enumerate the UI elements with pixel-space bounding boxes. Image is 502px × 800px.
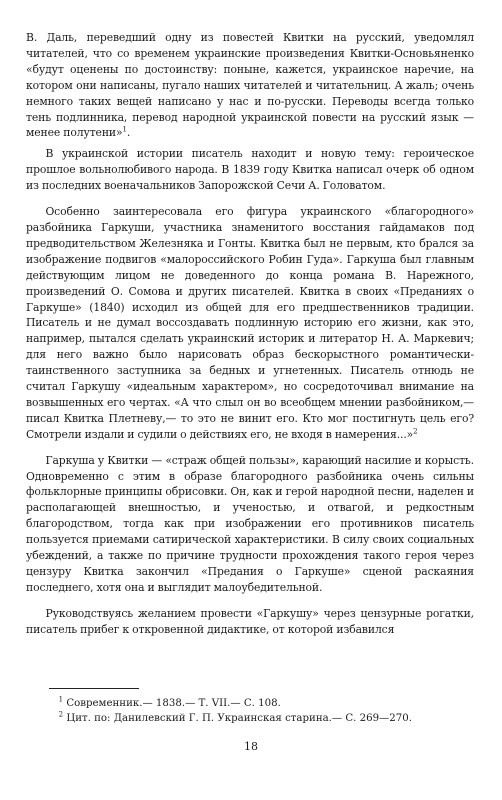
paragraph-3-text: Особенно заинтересовала его фигура украинского «благородного» разбойника Гаркуши, участника знаменитого восстания гайдамаков под предводительством Железняка и Гонты. Квитка был не первым, кто брался за изображение подвигов «малороссийского Робин Гуда». Гаркуша был главным действующим лицом не доведенного до конца романа В. Нарежного, произведений О. Сомова и других писателей. Квитка в своих «Преданиях о Гаркуше» (1840) исходил из общей для его предшественников традиции. Писатель и не думал воссоздавать подлинную историю его жизни, как это, например, пытался сделать украинский историк и литератор Н. А. Маркевич; для него важно было нарисовать образ бескорыстного романтически-таинственного заступника за бедных и угнетенных. Писатель отнюдь не считал Гаркушу «идеальным характером», но сосредоточивал внимание на возвышенных его чертах. «А что слыл он во всеобщем мнении разбойником,— писал Квитка Плетневу,— то это не винит его. Кто мог постигнуть цель его? Смотрели издали и судили о действиях его, не входя в намерения...»	[26, 205, 474, 441]
footnote-divider	[49, 688, 139, 689]
footnote-2-text: Цит. по: Данилевский Г. П. Украинская старина.— С. 269—270.	[66, 712, 412, 724]
paragraph-5	[26, 606, 474, 638]
paragraph-4-text: Гаркуша у Квитки — «страж общей пользы», карающий насилие и корысть. Одновременно с этим в образе благородного разбойника очень сильны фольклорные принципы обрисовки. Он, как и герой народной песни, наделен и располагающей внешностью, и ученостью, и отвагой, и редкостным благородством, тогда как при изображении его противников писатель пользуется приемами сатирической характеристики. В силу своих социальных убеждений, а также по причине трудности прохождения такого героя через цензуру Квитка закончил «Предания о Гаркуше» сценой раскаяния последнего, хотя она и выглядит малоубедительной.	[26, 453, 474, 594]
footnote-ref-1: 1	[122, 125, 127, 134]
paragraph-5-text: Руководствуясь желанием провести «Гаркушу» через цензурные рогатки, писатель прибег к откровенной дидактике, от которой избавился	[26, 606, 474, 636]
footnote-1-text: Современник.— 1838.— Т. VII.— С. 108.	[66, 698, 281, 709]
paragraph-1-text: В. Даль, переведший одну из повестей Квитки на русский, уведомлял читателей, что со временем украинские произведения Квитки-Основьяненко «будут оценены по достоинству: поныне, кажется, украинское наречие, на котором они написаны, пугало наших читателей и читательниц. А жаль; очень немного таких вещей написано у нас и по-русски. Переводы всегда только тень подлинника, перевод народной украинской повести на русский язык — менее полутени»	[26, 31, 474, 140]
footnote-1-marker: 1	[58, 695, 64, 704]
paragraph-2-text: В украинской истории писатель находит и новую тему: героическое прошлое вольнолюбивого народа. В 1839 году Квитка написал очерк об одном из последних военачальников Запорожской Сечи А. Головатом.	[26, 147, 474, 193]
paragraph-2	[26, 146, 474, 194]
paragraph-3	[26, 204, 474, 443]
paragraph-1	[26, 30, 474, 141]
footnote-2	[26, 712, 474, 727]
paragraph-4	[26, 453, 474, 596]
footnote-ref-2: 2	[413, 427, 418, 436]
footnotes	[26, 697, 474, 726]
paragraph-1-tail: .	[126, 126, 131, 140]
footnote-1	[26, 697, 474, 712]
page-body	[26, 30, 474, 638]
page-number: 18	[244, 740, 258, 753]
footnote-2-marker: 2	[58, 710, 64, 719]
